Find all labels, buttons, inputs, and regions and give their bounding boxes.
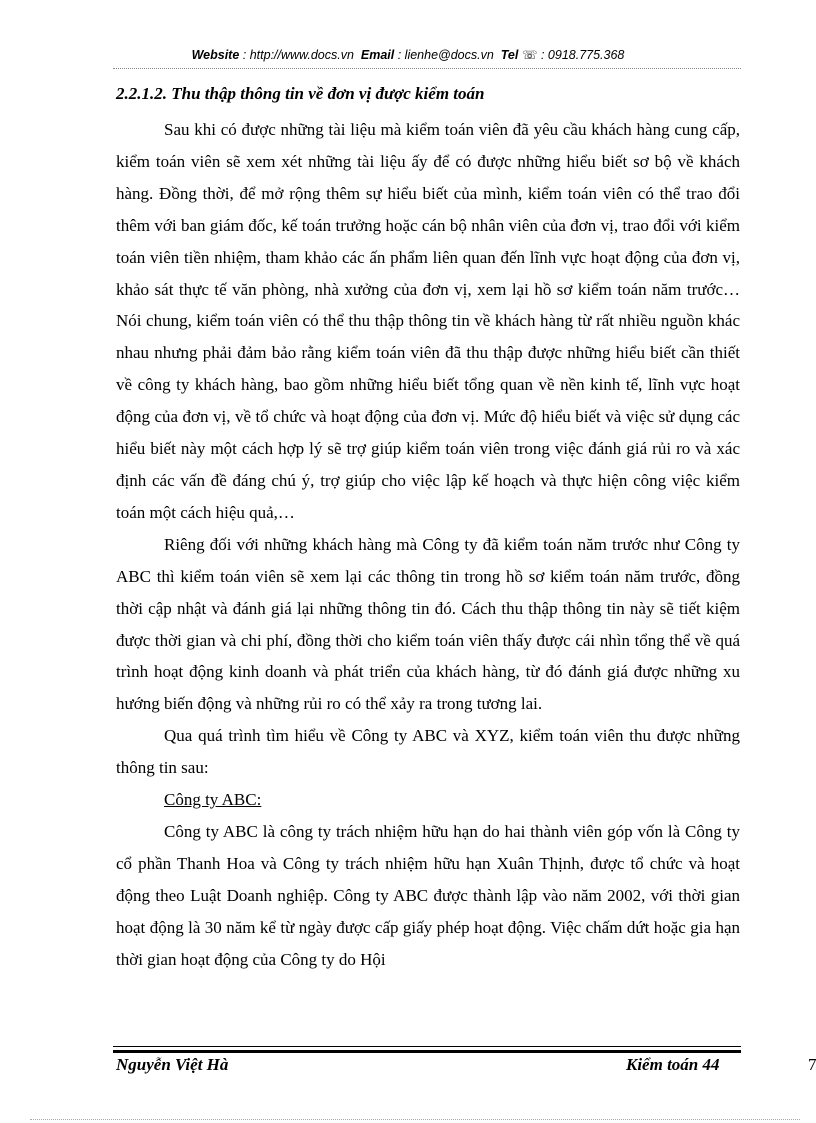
- page-bottom-border: [30, 1119, 800, 1120]
- tel-label: Tel: [500, 48, 519, 62]
- section-title: 2.2.1.2. Thu thập thông tin về đơn vị được kiểm toán: [116, 84, 485, 103]
- page-header: [0, 47, 816, 62]
- paragraph: Sau khi có được những tài liệu mà kiểm toán viên đã yêu cầu khách hàng cung cấp, kiểm toán viên sẽ xem xét những tài liệu ấy để có được những hiểu biết sơ bộ về khách hàng. Đồng thời, để mở rộng thêm sự hiểu biết của mình, kiểm toán viên có thể trao đổi thêm với ban giám đốc, kế toán trưởng hoặc cán bộ nhân viên của đơn vị, trao đổi với kiểm toán viên tiền nhiệm, tham khảo các ấn phẩm liên quan đến lĩnh vực hoạt động của đơn vị, khảo sát thực tế văn phòng, nhà xưởng của đơn vị, xem lại hồ sơ kiểm toán năm trước… Nói chung, kiểm toán viên có thể thu thập thông tin về khách hàng từ rất nhiều nguồn khác nhau nhưng phải đảm bảo rằng kiểm toán viên đã thu thập được những hiểu biết cần thiết về công ty khách hàng, bao gồm những hiểu biết tổng quan về nền kinh tế, lĩnh vực hoạt động của đơn vị, về tổ chức và hoạt động của đơn vị. Mức độ hiểu biết và việc sử dụng các hiểu biết này một cách hợp lý sẽ trợ giúp kiểm toán viên trong việc đánh giá rủi ro và xác định các vấn đề đáng chú ý, trợ giúp cho việc lập kế hoạch và thực hiện công việc kiểm toán một cách hiệu quả,…: [116, 120, 740, 522]
- subheading: Công ty ABC:: [164, 790, 262, 810]
- email-label: Email: [360, 48, 395, 62]
- website-label: Website: [191, 48, 240, 62]
- footer-author: Nguyễn Việt Hà: [116, 1055, 229, 1074]
- paragraph: Riêng đối với những khách hàng mà Công ty đã kiểm toán năm trước như Công ty ABC thì kiểm toán viên sẽ xem lại các thông tin trong hồ sơ kiểm toán năm trước, đồng thời cập nhật và đánh giá lại những thông tin đó. Cách thu thập thông tin này sẽ tiết kiệm được thời gian và chi phí, đồng thời cho kiểm toán viên thấy được cái nhìn tổng thể về quá trình hoạt động kinh doanh và phát triển của khách hàng, từ đó đánh giá được những xu hướng biến động và những rủi ro có thể xảy ra trong tương lai.: [116, 534, 740, 714]
- paragraph: Công ty ABC là công ty trách nhiệm hữu hạn do hai thành viên góp vốn là Công ty cổ phần Thanh Hoa và Công ty trách nhiệm hữu hạn Xuân Thịnh, được tổ chức và hoạt động theo Luật Doanh nghiệp. Công ty ABC được thành lập vào năm 2002, với thời gian hoạt động là 30 năm kể từ ngày được cấp giấy phép hoạt động. Việc chấm dứt hoặc gia hạn thời gian hoạt động của Công ty do Hội: [116, 821, 740, 969]
- email-value: : lienhe@docs.vn: [394, 48, 494, 62]
- website-value: : http://www.docs.vn: [239, 48, 354, 62]
- page-edge-mark: 7: [808, 1055, 816, 1074]
- footer-divider-thick: [113, 1050, 741, 1053]
- body-text: [116, 114, 740, 975]
- footer-divider-thin: [113, 1046, 741, 1047]
- phone-icon: ☏: [521, 48, 538, 62]
- tel-value: : 0918.775.368: [537, 48, 625, 62]
- header-divider: [113, 68, 741, 69]
- paragraph: Qua quá trình tìm hiểu về Công ty ABC và XYZ, kiểm toán viên thu được những thông tin sau:: [116, 726, 740, 778]
- footer-class-page: Kiểm toán 44: [626, 1055, 720, 1074]
